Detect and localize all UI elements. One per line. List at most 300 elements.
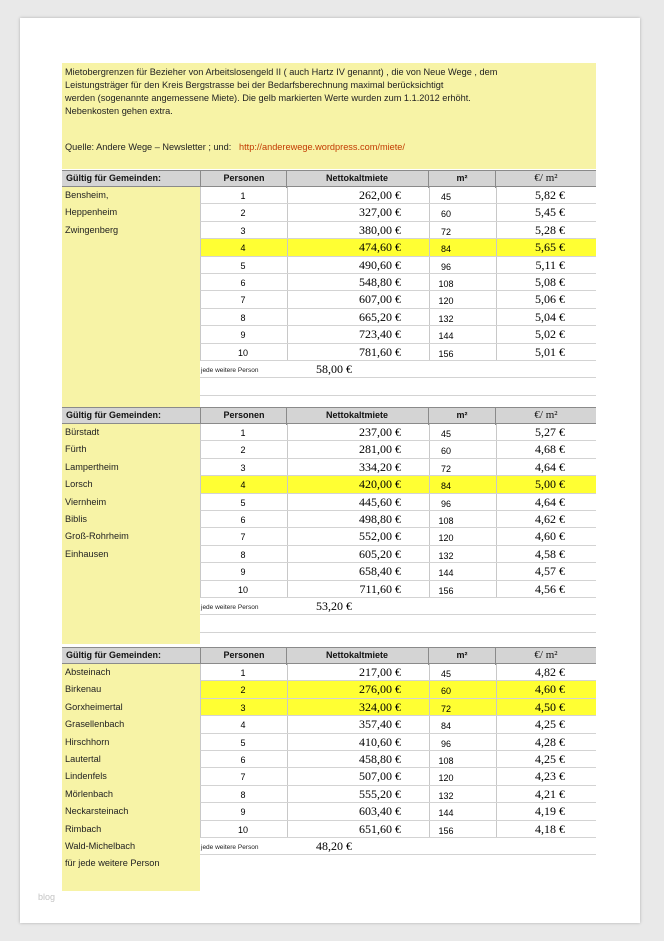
cell-divider — [429, 786, 430, 802]
cell-divider — [429, 441, 430, 457]
cell-euro-per-sqm: 4,62 € — [535, 512, 565, 526]
cell-divider — [287, 734, 288, 750]
cell-square-meters: 45 — [440, 192, 451, 202]
cell-net-rent: 555,20 € — [359, 786, 401, 801]
cell-net-rent: 276,00 € — [359, 682, 401, 697]
cell-net-rent: 723,40 € — [359, 327, 401, 342]
cell-divider — [429, 326, 430, 342]
table-row — [200, 309, 596, 326]
cell-persons: 5 — [240, 260, 246, 271]
cell-divider — [429, 681, 430, 697]
header-persons: Personen — [223, 650, 265, 660]
cell-divider — [496, 546, 497, 562]
cell-net-rent: 458,80 € — [359, 752, 401, 766]
municipality-name: Biblis — [65, 514, 87, 524]
table-row — [200, 563, 596, 580]
cell-divider — [429, 257, 430, 273]
cell-euro-per-sqm: 4,60 € — [535, 529, 565, 544]
table-row — [200, 494, 596, 511]
cell-square-meters: 156 — [438, 348, 454, 359]
header-municipalities: Gültig für Gemeinden: — [66, 650, 162, 660]
cell-square-meters: 72 — [440, 463, 451, 474]
cell-square-meters: 120 — [438, 533, 454, 544]
cell-divider — [287, 344, 288, 360]
extra-person-note: für jede weitere Person — [65, 858, 160, 869]
cell-square-meters: 156 — [438, 585, 454, 596]
cell-divider — [287, 751, 288, 767]
table-row — [200, 664, 596, 681]
table-row — [200, 768, 596, 785]
municipality-name: Birkenau — [65, 684, 102, 695]
cell-divider — [429, 768, 430, 784]
cell-divider — [496, 187, 497, 203]
header-divider — [428, 171, 429, 188]
cell-persons: 3 — [240, 462, 246, 473]
cell-square-meters: 96 — [440, 738, 451, 749]
cell-persons: 10 — [237, 824, 248, 835]
cell-divider — [287, 546, 288, 562]
cell-square-meters: 108 — [438, 516, 454, 526]
cell-divider — [287, 664, 288, 680]
cell-square-meters: 60 — [440, 686, 451, 697]
cell-persons: 9 — [240, 567, 246, 578]
cell-persons: 4 — [240, 480, 246, 491]
cell-euro-per-sqm: 5,82 € — [535, 188, 565, 202]
cell-persons: 10 — [237, 347, 248, 358]
cell-divider — [287, 581, 288, 597]
table-row-highlighted — [200, 681, 596, 698]
cell-divider — [287, 441, 288, 457]
cell-divider — [496, 716, 497, 732]
cell-divider — [496, 326, 497, 342]
cell-divider — [429, 309, 430, 325]
cell-square-meters: 144 — [438, 331, 454, 342]
cell-net-rent: 665,20 € — [359, 309, 401, 324]
header-net-rent: Nettokaltmiete — [325, 410, 388, 420]
table-row — [200, 511, 596, 528]
cell-net-rent: 357,40 € — [359, 717, 401, 732]
table-row — [200, 716, 596, 733]
table-header — [62, 170, 596, 187]
cell-divider — [429, 274, 430, 290]
cell-persons: 8 — [240, 789, 246, 800]
cell-euro-per-sqm: 4,64 € — [535, 459, 565, 474]
cell-square-meters: 60 — [440, 209, 451, 220]
extra-person-row — [200, 838, 596, 855]
extra-person-rent: 48,20 € — [316, 839, 352, 853]
extra-person-rent: 53,20 € — [316, 599, 352, 613]
cell-net-rent: 603,40 € — [359, 804, 401, 819]
cell-divider — [429, 291, 430, 307]
intro-line: Mietobergrenzen für Bezieher von Arbeitslosengeld II ( auch Hartz IV genannt) , die von Neue Wege , dem — [65, 67, 498, 77]
cell-divider — [496, 274, 497, 290]
table-row-highlighted — [200, 239, 596, 256]
cell-net-rent: 420,00 € — [359, 477, 401, 492]
header-divider — [428, 648, 429, 665]
table-row — [200, 274, 596, 291]
header-divider — [428, 408, 429, 425]
municipalities-column — [62, 664, 200, 891]
municipality-name: Mörlenbach — [65, 788, 114, 799]
cell-divider — [429, 187, 430, 203]
header-divider — [200, 171, 201, 188]
cell-square-meters: 72 — [440, 703, 451, 714]
cell-euro-per-sqm: 5,28 € — [535, 222, 565, 237]
cell-divider — [496, 494, 497, 510]
cell-divider — [429, 751, 430, 767]
cell-net-rent: 548,80 € — [359, 275, 401, 289]
cell-euro-per-sqm: 4,64 € — [535, 494, 565, 509]
cell-euro-per-sqm: 5,02 € — [535, 327, 565, 342]
cell-persons: 2 — [240, 685, 246, 696]
cell-divider — [429, 563, 430, 579]
extra-person-label: jede weitere Person — [201, 367, 259, 374]
municipality-name: Lindenfels — [65, 771, 107, 782]
cell-persons: 5 — [240, 497, 246, 508]
cell-divider — [287, 821, 288, 837]
extra-person-label: jede weitere Person — [201, 844, 259, 851]
municipality-name: Zwingenberg — [65, 224, 119, 235]
cell-square-meters: 144 — [438, 568, 454, 579]
header-divider — [286, 648, 287, 665]
municipality-name: Neckarsteinach — [65, 806, 129, 817]
cell-persons: 7 — [240, 532, 246, 543]
cell-square-meters: 132 — [438, 790, 454, 801]
cell-divider — [429, 546, 430, 562]
cell-divider — [287, 716, 288, 732]
cell-persons: 9 — [240, 330, 246, 341]
cell-divider — [429, 204, 430, 220]
cell-square-meters: 84 — [440, 481, 451, 492]
cell-divider — [287, 309, 288, 325]
cell-net-rent: 658,40 € — [359, 564, 401, 579]
cell-net-rent: 334,20 € — [359, 459, 401, 474]
municipality-name: Absteinach — [65, 667, 111, 677]
cell-euro-per-sqm: 4,68 € — [535, 442, 565, 457]
table-row — [200, 187, 596, 204]
cell-persons: 3 — [240, 702, 246, 713]
cell-persons: 6 — [240, 515, 246, 525]
cell-divider — [496, 459, 497, 475]
cell-net-rent: 327,00 € — [359, 205, 401, 220]
cell-euro-per-sqm: 5,45 € — [535, 205, 565, 220]
cell-persons: 9 — [240, 807, 246, 818]
cell-euro-per-sqm: 4,21 € — [535, 786, 565, 801]
table-row — [200, 803, 596, 820]
table-row — [200, 821, 596, 838]
table-row — [200, 546, 596, 563]
cell-square-meters: 108 — [438, 279, 454, 289]
cell-persons: 7 — [240, 772, 246, 783]
cell-euro-per-sqm: 4,56 € — [535, 581, 565, 596]
intro-box — [62, 63, 596, 169]
cell-divider — [496, 239, 497, 255]
table-row — [200, 204, 596, 221]
cell-euro-per-sqm: 4,60 € — [535, 682, 565, 697]
cell-net-rent: 490,60 € — [359, 257, 401, 272]
cell-divider — [496, 309, 497, 325]
cell-euro-per-sqm: 5,65 € — [535, 240, 565, 255]
cell-net-rent: 605,20 € — [359, 546, 401, 561]
cell-divider — [496, 511, 497, 527]
cell-divider — [287, 786, 288, 802]
header-euro-per-sqm: €/ m² — [534, 409, 558, 421]
municipality-name: Lautertal — [65, 754, 101, 764]
table-row — [200, 424, 596, 441]
cell-divider — [429, 344, 430, 360]
municipality-name: Grasellenbach — [65, 719, 125, 730]
cell-divider — [496, 751, 497, 767]
cell-divider — [496, 222, 497, 238]
cell-square-meters: 84 — [440, 244, 451, 255]
cell-net-rent: 607,00 € — [359, 292, 401, 307]
cell-divider — [287, 204, 288, 220]
cell-divider — [496, 204, 497, 220]
municipalities-column — [62, 424, 200, 644]
cell-divider — [496, 581, 497, 597]
cell-divider — [287, 681, 288, 697]
header-municipalities: Gültig für Gemeinden: — [66, 410, 162, 420]
municipality-name: Heppenheim — [65, 207, 118, 218]
cell-euro-per-sqm: 4,23 € — [535, 769, 565, 784]
cell-divider — [496, 441, 497, 457]
cell-divider — [429, 459, 430, 475]
cell-euro-per-sqm: 5,11 € — [535, 257, 565, 272]
cell-square-meters: 132 — [438, 550, 454, 561]
municipality-name: Fürth — [65, 444, 87, 455]
header-divider — [495, 648, 496, 665]
header-euro-per-sqm: €/ m² — [534, 649, 558, 661]
cell-divider — [429, 699, 430, 715]
extra-person-row — [200, 598, 596, 615]
cell-net-rent: 217,00 € — [359, 665, 401, 679]
cell-divider — [287, 424, 288, 440]
cell-euro-per-sqm: 4,25 € — [535, 752, 565, 766]
header-municipalities: Gültig für Gemeinden: — [66, 173, 162, 183]
cell-persons: 7 — [240, 295, 246, 306]
cell-euro-per-sqm: 4,57 € — [535, 564, 565, 579]
extra-person-rent: 58,00 € — [316, 362, 352, 376]
table-header — [62, 407, 596, 424]
cell-net-rent: 711,60 € — [359, 581, 401, 596]
cell-square-meters: 96 — [440, 261, 451, 272]
source-link[interactable]: http://anderewege.wordpress.com/miete/ — [239, 142, 405, 152]
cell-net-rent: 552,00 € — [359, 529, 401, 544]
cell-divider — [429, 803, 430, 819]
cell-divider — [429, 424, 430, 440]
table-header — [62, 647, 596, 664]
cell-euro-per-sqm: 5,00 € — [535, 477, 565, 492]
cell-divider — [496, 803, 497, 819]
cell-euro-per-sqm: 4,50 € — [535, 699, 565, 714]
header-square-meters: m² — [456, 650, 468, 660]
cell-net-rent: 498,80 € — [359, 512, 401, 526]
cell-net-rent: 281,00 € — [359, 442, 401, 457]
empty-row — [200, 615, 596, 632]
cell-net-rent: 262,00 € — [359, 188, 401, 202]
cell-square-meters: 84 — [440, 721, 451, 732]
header-euro-per-sqm: €/ m² — [534, 172, 558, 184]
cell-divider — [287, 768, 288, 784]
header-net-rent: Nettokaltmiete — [325, 173, 388, 183]
cell-square-meters: 60 — [440, 446, 451, 457]
cell-square-meters: 72 — [440, 226, 451, 237]
municipality-name: Bürstadt — [65, 427, 100, 437]
cell-divider — [429, 528, 430, 544]
cell-persons: 5 — [240, 737, 246, 748]
table-row — [200, 291, 596, 308]
cell-divider — [496, 768, 497, 784]
cell-net-rent: 380,00 € — [359, 222, 401, 237]
municipality-name: Einhausen — [65, 548, 109, 559]
rent-table-section — [62, 407, 596, 650]
cell-divider — [429, 734, 430, 750]
municipality-name: Groß-Rohrheim — [65, 531, 129, 542]
cell-divider — [287, 257, 288, 273]
cell-persons: 1 — [240, 428, 246, 438]
cell-divider — [429, 664, 430, 680]
cell-divider — [287, 494, 288, 510]
cell-persons: 2 — [240, 208, 246, 219]
header-square-meters: m² — [456, 410, 468, 420]
cell-divider — [496, 821, 497, 837]
extra-person-label: jede weitere Person — [201, 604, 259, 611]
intro-line: werden (sogenannte angemessene Miete). Die gelb markierten Werte wurden zum 1.1.2012 erhöht. — [65, 93, 471, 103]
header-divider — [286, 171, 287, 188]
table-row — [200, 222, 596, 239]
header-net-rent: Nettokaltmiete — [325, 650, 388, 660]
cell-divider — [429, 494, 430, 510]
extra-person-row — [200, 361, 596, 378]
cell-divider — [496, 344, 497, 360]
municipality-name: Rimbach — [65, 823, 102, 834]
table-row — [200, 751, 596, 768]
cell-divider — [287, 222, 288, 238]
source-label: Quelle: Andere Wege – Newsletter ; und: — [65, 142, 232, 152]
cell-euro-per-sqm: 5,06 € — [535, 292, 565, 307]
municipality-name: Gorxheimertal — [65, 701, 123, 712]
table-row-highlighted — [200, 699, 596, 716]
table-row — [200, 786, 596, 803]
cell-persons: 10 — [237, 584, 248, 595]
cell-persons: 2 — [240, 445, 246, 456]
cell-divider — [496, 528, 497, 544]
cell-euro-per-sqm: 5,01 € — [535, 344, 565, 359]
cell-square-meters: 108 — [438, 756, 454, 766]
cell-divider — [496, 786, 497, 802]
table-row — [200, 528, 596, 545]
cell-divider — [287, 476, 288, 492]
intro-line: Nebenkosten gehen extra. — [65, 106, 173, 116]
rent-table-section — [62, 647, 596, 890]
cell-euro-per-sqm: 4,58 € — [535, 546, 565, 561]
cell-divider — [496, 476, 497, 492]
cell-persons: 1 — [240, 668, 246, 678]
municipality-name: Hirschhorn — [65, 736, 110, 747]
cell-persons: 4 — [240, 720, 246, 731]
cell-divider — [496, 563, 497, 579]
cell-divider — [429, 239, 430, 255]
cell-divider — [429, 476, 430, 492]
cell-net-rent: 781,60 € — [359, 344, 401, 359]
cell-square-meters: 120 — [438, 773, 454, 784]
cell-divider — [429, 716, 430, 732]
cell-square-meters: 96 — [440, 498, 451, 509]
table-row — [200, 344, 596, 361]
municipality-name: Viernheim — [65, 496, 107, 507]
cell-euro-per-sqm: 4,18 € — [535, 821, 565, 836]
cell-divider — [287, 291, 288, 307]
municipality-name: Wald-Michelbach — [65, 841, 136, 851]
municipality-name: Bensheim, — [65, 190, 109, 200]
watermark: blog — [38, 892, 56, 902]
municipality-name: Lampertheim — [65, 461, 119, 472]
cell-euro-per-sqm: 4,82 € — [535, 665, 565, 679]
cell-divider — [496, 424, 497, 440]
header-square-meters: m² — [456, 173, 468, 183]
table-row — [200, 459, 596, 476]
cell-net-rent: 324,00 € — [359, 699, 401, 714]
cell-divider — [496, 664, 497, 680]
cell-persons: 3 — [240, 225, 246, 236]
cell-euro-per-sqm: 5,27 € — [535, 425, 565, 439]
cell-square-meters: 156 — [438, 825, 454, 836]
cell-divider — [287, 459, 288, 475]
table-row — [200, 257, 596, 274]
cell-divider — [287, 699, 288, 715]
cell-euro-per-sqm: 4,19 € — [535, 804, 565, 819]
cell-divider — [287, 511, 288, 527]
cell-divider — [287, 326, 288, 342]
municipality-name: Lorsch — [65, 479, 93, 490]
cell-square-meters: 45 — [440, 429, 451, 439]
cell-persons: 8 — [240, 312, 246, 323]
table-row — [200, 326, 596, 343]
cell-divider — [287, 528, 288, 544]
table-row — [200, 441, 596, 458]
header-persons: Personen — [223, 173, 265, 183]
cell-net-rent: 474,60 € — [359, 240, 401, 255]
intro-line: Leistungsträger für den Kreis Bergstrasse bei der Bedarfsberechnung maximal berücksichtigt — [65, 80, 444, 90]
cell-divider — [287, 563, 288, 579]
cell-persons: 6 — [240, 755, 246, 765]
cell-divider — [429, 821, 430, 837]
header-divider — [495, 171, 496, 188]
cell-divider — [496, 681, 497, 697]
cell-persons: 4 — [240, 243, 246, 254]
table-row — [200, 581, 596, 598]
header-persons: Personen — [223, 410, 265, 420]
cell-divider — [496, 734, 497, 750]
cell-square-meters: 45 — [440, 669, 451, 679]
cell-net-rent: 651,60 € — [359, 821, 401, 836]
cell-square-meters: 144 — [438, 808, 454, 819]
cell-euro-per-sqm: 5,08 € — [535, 275, 565, 289]
cell-euro-per-sqm: 4,28 € — [535, 734, 565, 749]
rent-table-section — [62, 170, 596, 413]
header-divider — [286, 408, 287, 425]
cell-net-rent: 410,60 € — [359, 734, 401, 749]
source-line — [65, 142, 405, 152]
cell-divider — [429, 581, 430, 597]
cell-euro-per-sqm: 5,04 € — [535, 309, 565, 324]
table-row — [200, 734, 596, 751]
header-divider — [200, 408, 201, 425]
header-divider — [495, 408, 496, 425]
cell-divider — [287, 239, 288, 255]
cell-divider — [496, 291, 497, 307]
cell-net-rent: 507,00 € — [359, 769, 401, 784]
